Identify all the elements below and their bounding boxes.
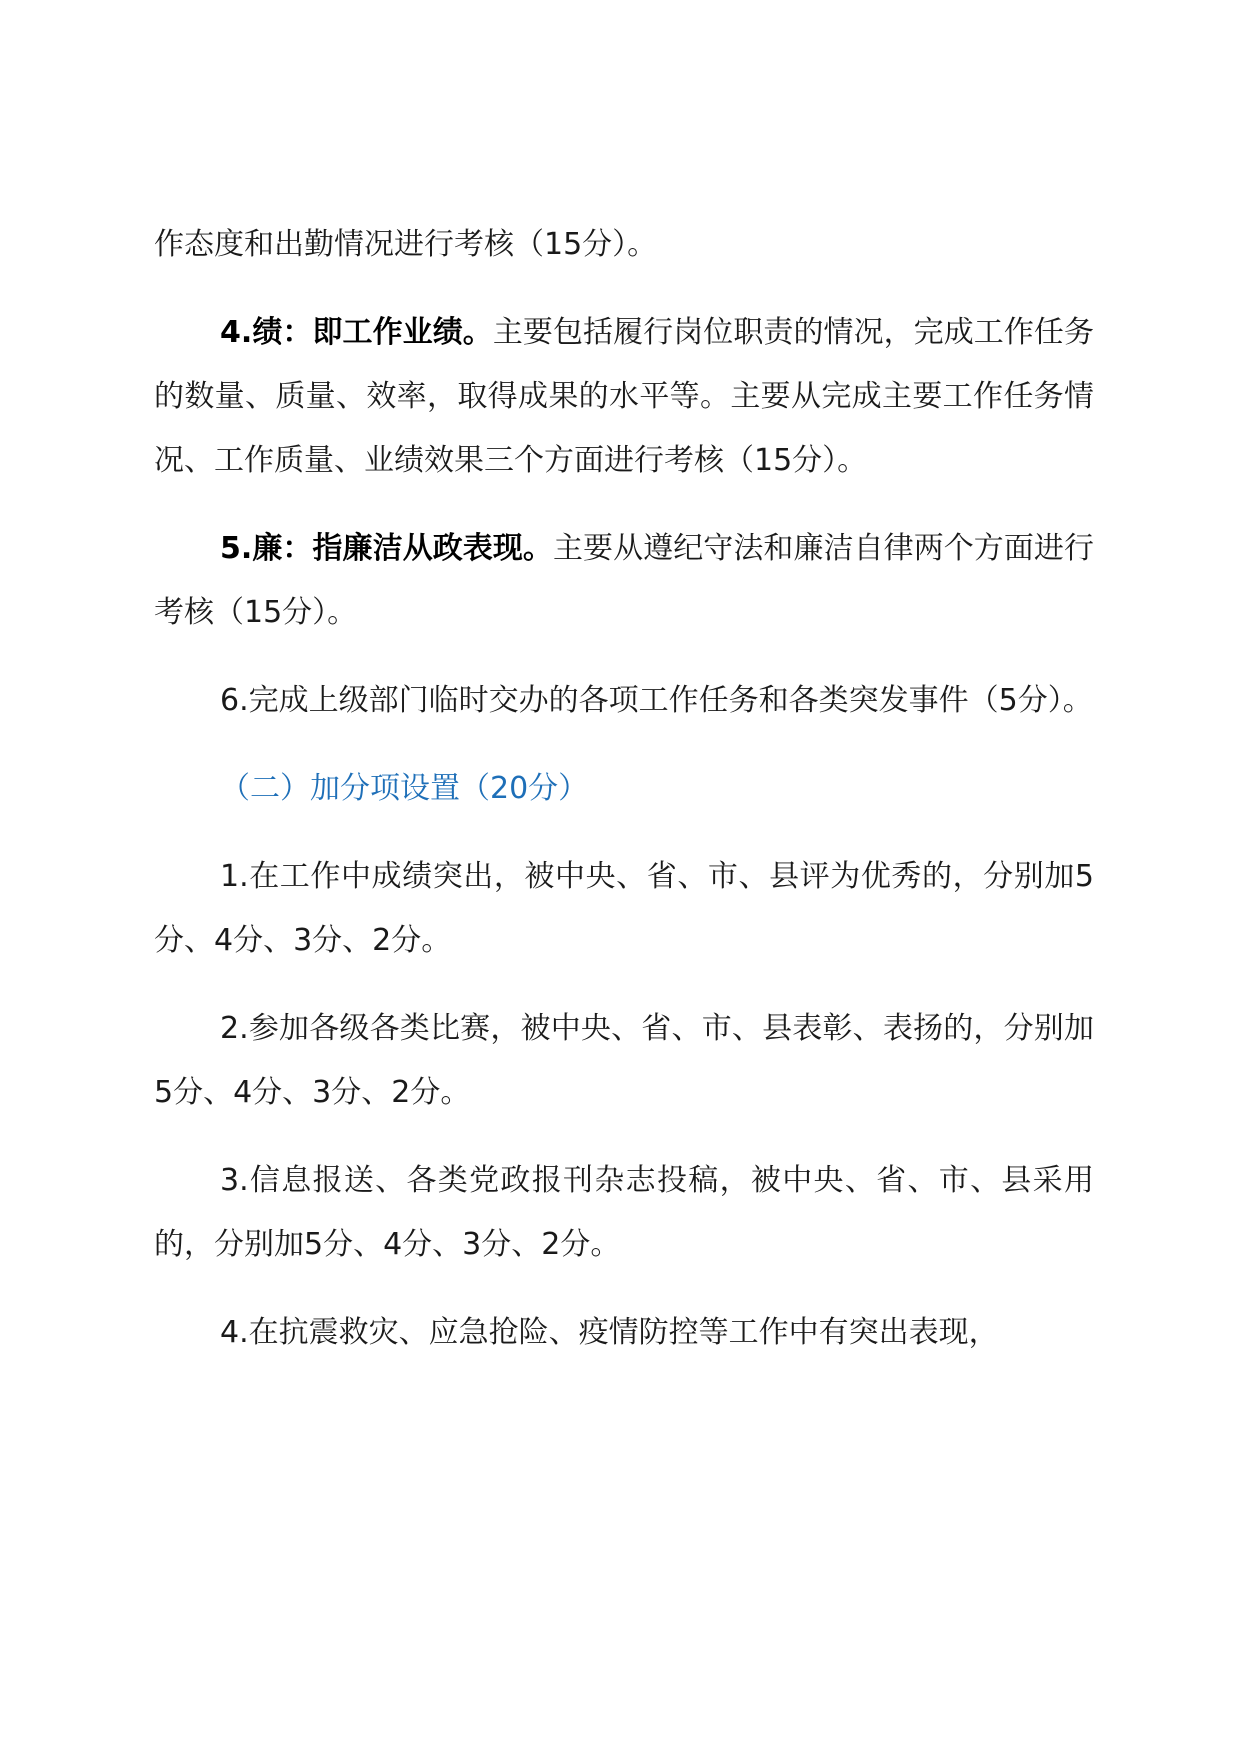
paragraph-text: 主要包括履行岗位职责的情况，完成工作任务的数量、质量、效率，取得成果的水平等。主要从完成主要工作任务情况、工作质量、业绩效果三个方面进行考核（15分）。 [154,315,1094,478]
section-heading-bonus [154,757,1094,821]
paragraph-text: 6.完成上级部门临时交办的各项工作任务和各类突发事件（5分）。 [220,683,1093,718]
paragraph-performance [154,301,1094,493]
paragraph-bonus-4 [154,1301,1094,1365]
paragraph-lead-bold: 5.廉：指廉洁从政表现。 [220,531,553,566]
paragraph-text: 作态度和出勤情况进行考核（15分）。 [154,227,658,262]
paragraph-text: 4.在抗震救灾、应急抢险、疫情防控等工作中有突出表现， [220,1315,999,1350]
section-heading-text: （二）加分项设置（20分） [220,771,589,806]
paragraph-text: 主要从遵纪守法和廉洁自律两个方面进行考核（15分）。 [154,531,1094,630]
paragraph-integrity [154,517,1094,645]
paragraph-text: 3.信息报送、各类党政报刊杂志投稿，被中央、省、市、县采用的，分别加5分、4分、3分、2分。 [154,1163,1094,1262]
paragraph-bonus-1 [154,845,1094,973]
paragraph-continuation [154,213,1094,277]
document-body [154,213,1094,1389]
paragraph-text: 1.在工作中成绩突出，被中央、省、市、县评为优秀的，分别加5分、4分、3分、2分。 [154,859,1094,958]
paragraph-lead-bold: 4.绩：即工作业绩。 [220,315,493,350]
paragraph-bonus-2 [154,997,1094,1125]
paragraph-temporary-tasks [154,669,1094,733]
paragraph-text: 2.参加各级各类比赛，被中央、省、市、县表彰、表扬的，分别加5分、4分、3分、2分。 [154,1011,1094,1110]
paragraph-bonus-3 [154,1149,1094,1277]
